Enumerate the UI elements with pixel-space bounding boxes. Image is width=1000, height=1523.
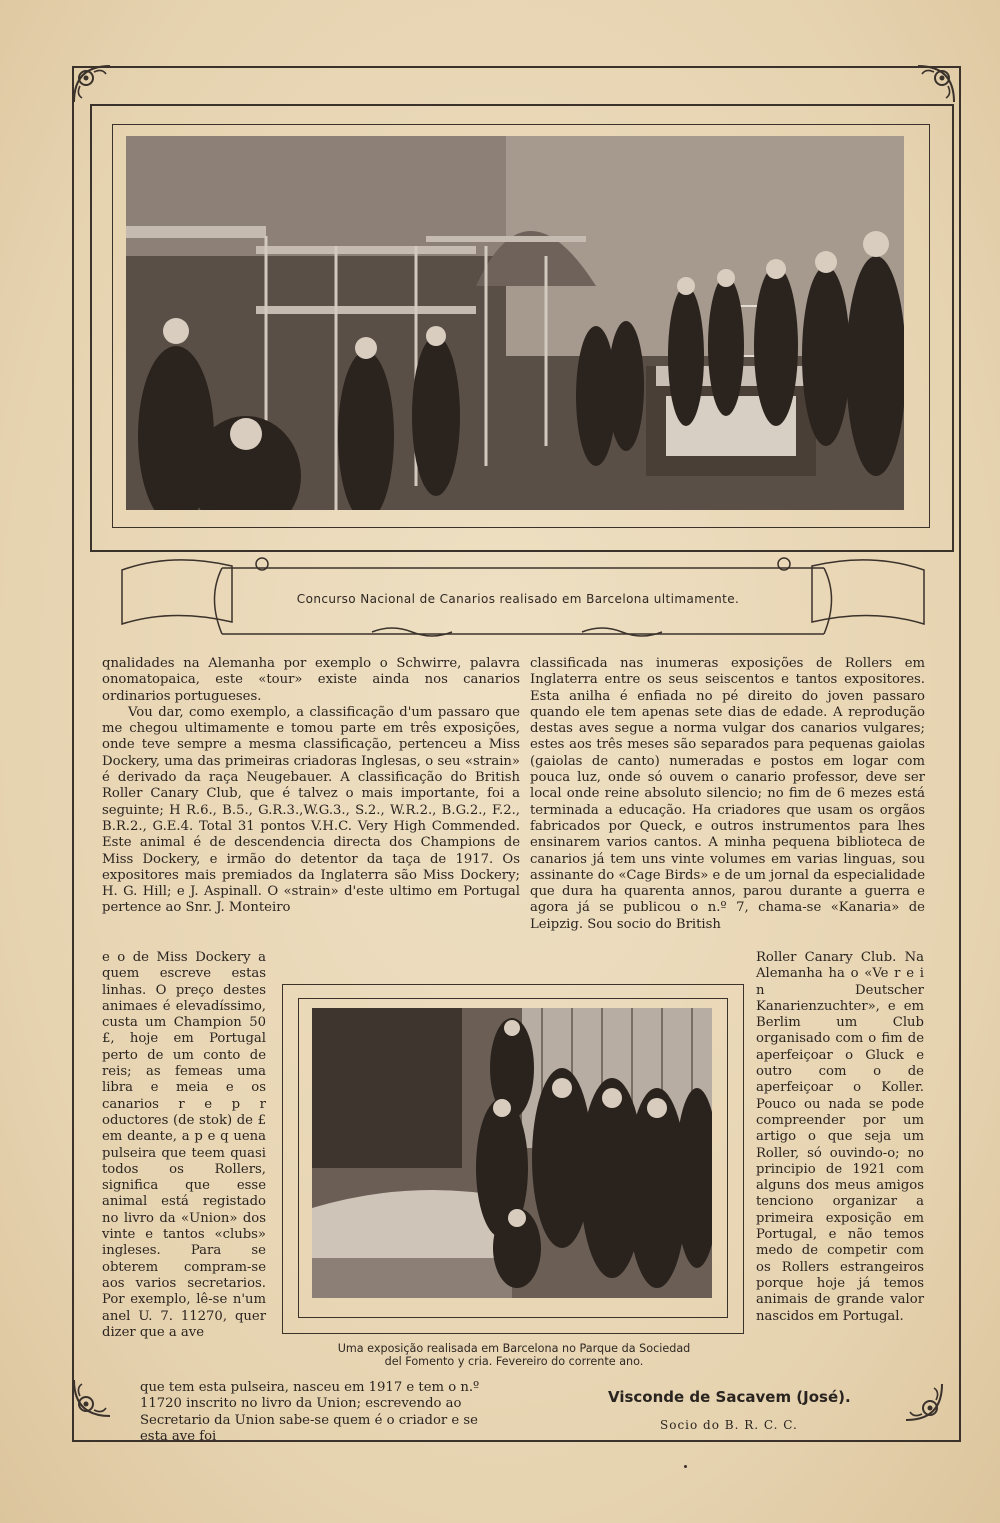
canary-contest-photo — [126, 136, 904, 510]
author-signature: Visconde de Sacavem (José). — [608, 1388, 851, 1406]
corner-ornament-bottom-left — [70, 1376, 114, 1420]
page-mark — [684, 1465, 687, 1468]
caption-line: Uma exposição realisada em Barcelona no Parque da Sociedad — [337, 1342, 691, 1355]
corner-ornament-top-left — [70, 62, 114, 106]
paragraph: Vou dar, como exemplo, a classificação d'um passaro que me chegou ultimamente e tomou parte em três exposições, onde teve sempre a mesma classificação, pertenceu a Miss Dockery, uma das primeiras criadoras Inglesas, o seu «strain» é derivado da raça Neugebauer. A classificação do British Roller Canary Club, que é talvez o mais importante, foi a seguinte; H R.6., B.5., G.R.3.,W.G.3., S.2., W.R.2., B.G.2., F.2., B.R.2., G.E.4. Total 31 pontos V.H.C. Very High Commended. Este animal é de descendencia directa dos Champions de Miss Dockery, e irmão do detentor da taça de 1917. Os expositores mais premiados da Inglaterra são Miss Dockery; H. G. Hill; e J. Aspinall. O «strain» d'este ultimo em Portugal pertence ao Snr. J. Monteiro — [102, 704, 520, 916]
article-left-narrow-column: e o de Miss Dockery a quem escreve estas linhas. O preço destes animaes é elevadíssimo, custa um Champion 50 £, hoje em Portugal perto de um conto de reis; as femeas uma libra e meia e os canarios r e p r oductores (de stok) de £ em deante, a p e q uena pulseira que teem quasi todos os Rollers, significa que esse animal está registado no livro da «Union» dos vinte e tantos «clubs» ingleses. Para se obterem compram-se aos varios secretarios. Por exemplo, lê-se n'um anel U. 7. 11270, quer dizer que a ave — [102, 950, 266, 1340]
top-photo-caption: Concurso Nacional de Canarios realisado em Barcelona ultimamente. — [296, 592, 740, 606]
barcelona-exhibition-photo — [312, 1008, 712, 1298]
article-right-narrow-column: Roller Canary Club. Na Alemanha ha o «Ve r e i n Deutscher Kanarienzuchter», e em Berlim um Club organisado com o fim de aperfeiçoar o Gluck e outro com o de aperfeiçoar o Koller. Pouco ou nada se pode compreender por um artigo o que seja um Roller, só ouvindo-o; no principio de 1921 com alguns dos meus amigos tenciono organizar a primeira exposição em Portugal, e não temos medo de competir com os Rollers estrangeiros porque hoje já temos animais de grande valor nascidos em Portugal. — [756, 950, 924, 1324]
author-membership: Socio do B. R. C. C. — [660, 1418, 798, 1432]
article-left-column — [102, 656, 520, 917]
corner-ornament-bottom-right — [902, 1380, 946, 1424]
exhibition-photo-caption — [286, 1342, 742, 1368]
article-right-column: classificada nas inumeras exposições de Rollers em Inglaterra entre os seus seiscentos e tantos expositores. Esta anilha é enfiada no pé direito do joven passaro quando ele tem apenas sete dias de edade. A reprodução destas aves segue a norma vulgar dos canarios vulgares; estes aos três meses são separados para pequenas gaiolas (gaiolas de canto) numeradas e postos em logar com pouca luz, onde só ouvem o canario professor, deve ser local onde reine absoluto silencio; no fim de 6 mezes está terminada a educação. Ha criadores que usam os orgãos fabricados por Queck, e outros instrumentos para lhes ensinarem varios cantos. A minha pequena biblioteca de canarios já tem uns vinte volumes em varias linguas, sou assinante do «Cage Birds» e de um jornal da especialidade que dura ha quarenta annos, parou durante a guerra e agora já se publicou o n.º 7, chama-se «Kanaria» de Leipzig. Sou socio do British — [530, 656, 925, 932]
corner-ornament-top-right — [914, 62, 958, 106]
caption-line: del Fomento y cria. Fevereiro do corrente ano. — [384, 1355, 644, 1368]
article-bottom-text: que tem esta pulseira, nasceu em 1917 e tem o n.º 11720 inscrito no livro da Union; escrevendo ao Secretario da Union sabe-se quem é o criador e se esta ave foi — [140, 1380, 480, 1444]
paragraph: qnalidades na Alemanha por exemplo o Schwirre, palavra onomatopaica, este «tour» existe ainda nos canarios ordinarios portugueses. — [102, 656, 520, 704]
